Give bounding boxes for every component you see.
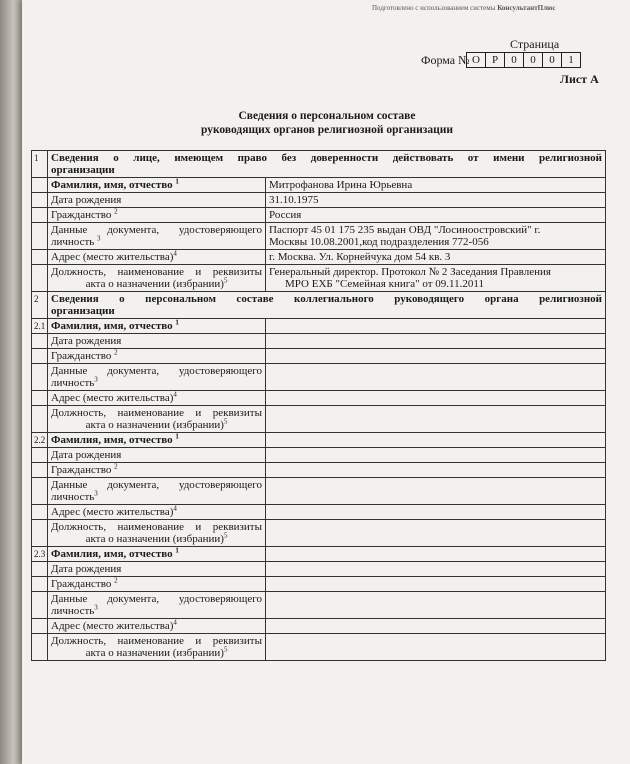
form-code-char: 0 — [523, 52, 543, 68]
table-row — [32, 520, 606, 547]
field-value: Россия — [266, 208, 606, 223]
table-row — [32, 208, 606, 223]
field-label: Данные документа, удостоверяющего личность$^3$ — [48, 364, 266, 391]
table-row — [32, 319, 606, 334]
field-label: Адрес (место жительства)$^4$ — [48, 250, 266, 265]
field-label: Фамилия, имя, отчество $^1$ — [48, 319, 266, 334]
field-value: Митрофанова Ирина Юрьевна — [266, 178, 606, 193]
field-label: Дата рождения — [48, 334, 266, 349]
heading-line: организации — [51, 164, 115, 176]
field-value-empty[interactable] — [266, 547, 606, 562]
table-row — [32, 178, 606, 193]
section2-heading: Сведения о персональном составе коллегиального руководящего органа религиозной организации — [48, 292, 606, 319]
section1-heading-row — [32, 151, 606, 178]
field-label: Фамилия, имя, отчество $^1$ — [48, 547, 266, 562]
table-row — [32, 634, 606, 661]
section-number: 2 — [32, 292, 48, 319]
form-code-char: 0 — [542, 52, 562, 68]
field-label: Адрес (место жительства)$^4$ — [48, 505, 266, 520]
table-row — [32, 193, 606, 208]
table-row — [32, 223, 606, 250]
document-title-line2: руководящих органов религиозной организации — [200, 124, 454, 136]
field-label: Гражданство $^2$ — [48, 208, 266, 223]
field-label: Гражданство $^2$ — [48, 463, 266, 478]
field-value-empty[interactable] — [266, 562, 606, 577]
field-value: Паспорт 45 01 175 235 выдан ОВД "Лосиноостровский" г. Москвы 10.08.2001,код подразделения 772-056 — [266, 223, 606, 250]
field-label: Фамилия, имя, отчество $^1$ — [48, 178, 266, 193]
prepared-note — [372, 4, 555, 12]
field-label: Должность, наименование и реквизиты акта о назначении (избрании)$^5$ — [48, 265, 266, 292]
table-row — [32, 619, 606, 634]
section-number: 1 — [32, 151, 48, 178]
field-label: Гражданство $^2$ — [48, 349, 266, 364]
form-code-char: О — [466, 52, 486, 68]
section2-heading-row — [32, 292, 606, 319]
field-value-empty[interactable] — [266, 505, 606, 520]
field-label: Дата рождения — [48, 193, 266, 208]
field-label: Данные документа, удостоверяющего личность$^3$ — [48, 592, 266, 619]
field-label: Фамилия, имя, отчество $^1$ — [48, 433, 266, 448]
table-row — [32, 478, 606, 505]
table-row — [32, 562, 606, 577]
field-value-empty[interactable] — [266, 349, 606, 364]
field-value-empty[interactable] — [266, 520, 606, 547]
personnel-table — [31, 150, 606, 661]
table-row — [32, 505, 606, 520]
document-title-line1: Сведения о персональном составе — [238, 110, 416, 122]
field-value: г. Москва. Ул. Корнейчука дом 54 кв. 3 — [266, 250, 606, 265]
table-row — [32, 406, 606, 433]
subsection-number: 2.2 — [32, 433, 48, 448]
table-row — [32, 364, 606, 391]
field-value-empty[interactable] — [266, 364, 606, 391]
binding-edge — [0, 0, 22, 764]
table-row — [32, 334, 606, 349]
field-value-empty[interactable] — [266, 592, 606, 619]
form-code-char: 0 — [504, 52, 524, 68]
table-row — [32, 547, 606, 562]
form-code — [467, 52, 581, 68]
heading-line: Сведения о лице, имеющем право без доверенности действовать от имени религиозной — [51, 152, 603, 164]
subsection-number: 2.1 — [32, 319, 48, 334]
table-row — [32, 349, 606, 364]
field-value-empty[interactable] — [266, 448, 606, 463]
field-label: Адрес (место жительства)$^4$ — [48, 391, 266, 406]
field-value-empty[interactable] — [266, 577, 606, 592]
table-row — [32, 577, 606, 592]
table-row — [32, 448, 606, 463]
page-label: Страница — [510, 37, 560, 51]
table-row — [32, 463, 606, 478]
form-code-char: 1 — [561, 52, 581, 68]
field-value: Генеральный директор. Протокол № 2 Заседания Правления МРО ЕХБ "Семейная книга" от 09.11.2011 — [266, 265, 606, 292]
field-value: 31.10.1975 — [266, 193, 606, 208]
field-value-empty[interactable] — [266, 433, 606, 448]
field-value-empty[interactable] — [266, 319, 606, 334]
field-value-empty[interactable] — [266, 478, 606, 505]
field-label: Адрес (место жительства)$^4$ — [48, 619, 266, 634]
field-value-empty[interactable] — [266, 463, 606, 478]
field-label: Данные документа, удостоверяющего личность$^3$ — [48, 478, 266, 505]
prepared-note-system: КонсультантПлюс — [497, 4, 556, 12]
field-label: Гражданство $^2$ — [48, 577, 266, 592]
sheet-label: Лист А — [560, 72, 599, 86]
form-label: Форма № — [421, 53, 470, 67]
table-row — [32, 592, 606, 619]
table-row — [32, 433, 606, 448]
table-row — [32, 391, 606, 406]
field-value-empty[interactable] — [266, 406, 606, 433]
field-value-empty[interactable] — [266, 634, 606, 661]
field-label: Дата рождения — [48, 562, 266, 577]
field-label: Дата рождения — [48, 448, 266, 463]
table-row — [32, 265, 606, 292]
prepared-note-prefix: Подготовлено с использованием системы — [372, 4, 496, 12]
field-label: Должность, наименование и реквизиты акта о назначении (избрании)$^5$ — [48, 406, 266, 433]
field-value-empty[interactable] — [266, 334, 606, 349]
table-row — [32, 250, 606, 265]
field-label: Должность, наименование и реквизиты акта о назначении (избрании)$^5$ — [48, 520, 266, 547]
field-label: Данные документа, удостоверяющего личность $^3$ — [48, 223, 266, 250]
field-value-empty[interactable] — [266, 391, 606, 406]
field-value-empty[interactable] — [266, 619, 606, 634]
form-code-char: Р — [485, 52, 505, 68]
subsection-number: 2.3 — [32, 547, 48, 562]
section1-heading — [48, 151, 606, 178]
field-label: Должность, наименование и реквизиты акта о назначении (избрании)$^5$ — [48, 634, 266, 661]
